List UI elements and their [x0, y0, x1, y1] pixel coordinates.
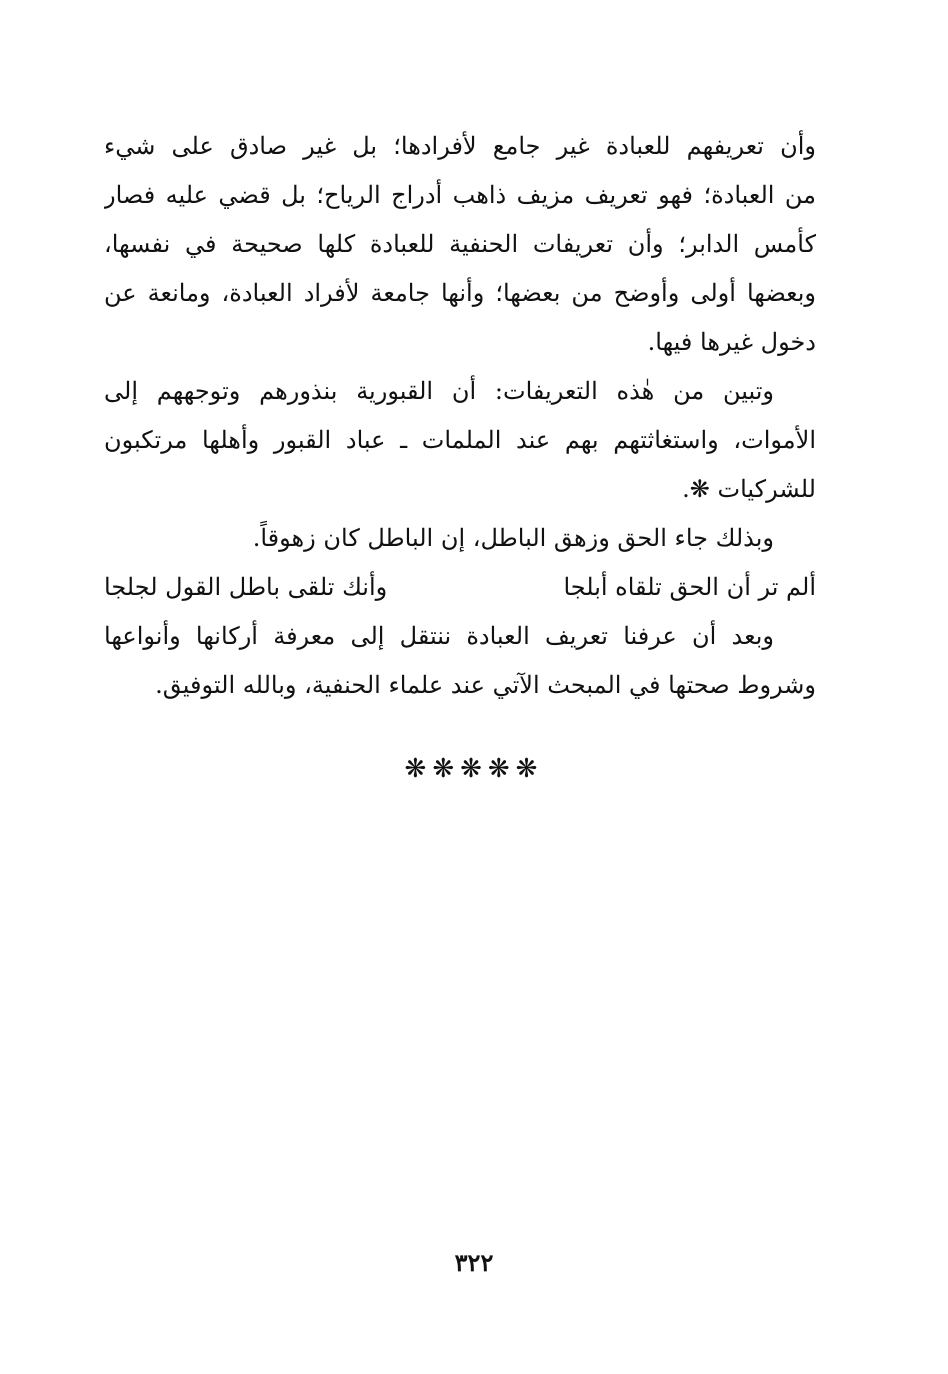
page-number: ٣٢٢	[454, 1248, 494, 1277]
paragraph-first-line: وبعد أن عرفنا تعريف العبادة ننتقل إلى معرفة أركانها وأنواعها	[104, 622, 774, 650]
verse-second-hemistich: وأنك تلقى باطل القول لجلجا	[104, 573, 388, 601]
verse-first-hemistich: ألم تر أن الحق تلقاه أبلجا	[563, 573, 816, 601]
body-text	[104, 122, 816, 710]
text-line: من العبادة؛ فهو تعريف مزيف ذاهب أدراج الرياح؛ بل قضي عليه فصار	[104, 181, 816, 209]
section-divider-ornament: ❋❋❋❋❋	[404, 754, 544, 784]
text-line: وبعضها أولى وأوضح من بعضها؛ وأنها جامعة لأفراد العبادة، ومانعة عن	[104, 279, 816, 307]
poetry-verse	[104, 563, 816, 612]
text-line: الأموات، واستغاثتهم بهم عند الملمات ـ عباد القبور وأهلها مرتكبون	[104, 426, 816, 454]
paragraph-first-line: وتبين من هٰذه التعريفات: أن القبورية بنذورهم وتوجههم إلى	[104, 377, 774, 405]
text-line: كأمس الدابر؛ وأن تعريفات الحنفية للعبادة كلها صحيحة في نفسها،	[104, 230, 816, 258]
paragraph-first-line: وبذلك جاء الحق وزهق الباطل، إن الباطل كان زهوقاً.	[252, 524, 774, 552]
text-line: وشروط صحتها في المبحث الآتي عند علماء الحنفية، وبالله التوفيق.	[155, 671, 816, 699]
text-line: دخول غيرها فيها.	[647, 328, 816, 356]
text-line: للشركيات ❋.	[682, 475, 816, 503]
text-line: وأن تعريفهم للعبادة غير جامع لأفرادها؛ بل غير صادق على شيء	[104, 132, 816, 160]
